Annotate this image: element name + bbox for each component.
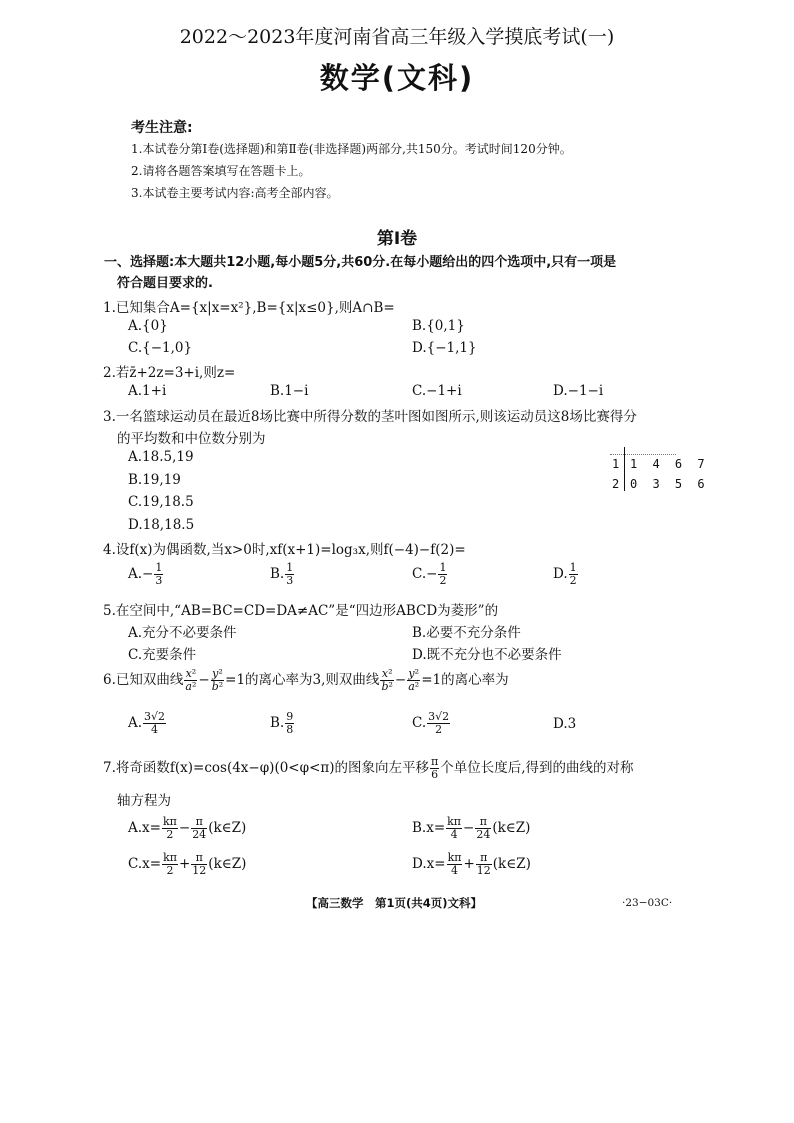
q1-option-a: A.{0}	[128, 318, 168, 334]
option-label: D.	[553, 566, 568, 582]
option-label: C.	[412, 715, 427, 731]
option-fraction	[427, 711, 450, 736]
option-operator: +	[463, 856, 475, 872]
question-4-stem: 4.设f(x)为偶函数,当x>0时,xf(x+1)=log₃x,则f(−4)−f(2)=	[103, 542, 466, 558]
q4-option-d	[553, 562, 579, 587]
option-operator: −	[463, 820, 475, 836]
leaf-values: 0 3 5 6	[630, 477, 709, 491]
fraction-denominator: 3	[155, 574, 163, 587]
option-suffix: (k∈Z)	[492, 820, 531, 836]
question-2-stem: 2.若z̄+2z=3+i,则z=	[103, 365, 236, 381]
option-fraction	[446, 816, 462, 841]
fraction-denominator: 24	[476, 828, 491, 841]
fraction-denominator: 12	[476, 864, 491, 877]
fraction-denominator: 2	[166, 864, 174, 877]
q6-option-a	[128, 711, 167, 736]
q7-option-b	[412, 816, 530, 841]
q3-option-c: C.19,18.5	[128, 494, 194, 510]
q5-option-d: D.既不充分也不必要条件	[412, 647, 562, 663]
fraction-numerator: kπ	[447, 815, 462, 828]
leaf-values: 1 4 6 7	[630, 457, 709, 471]
fraction-numerator: kπ	[162, 815, 177, 828]
fraction-x2-a2: $\frac{\text{x²}}{\text{a²}}$	[185, 667, 197, 693]
option-fraction	[475, 816, 491, 841]
q1-option-d: D.{−1,1}	[412, 340, 477, 356]
q7-stem-part: 7.将奇函数f(x)=cos(4x−φ)(0<φ<π)的图象向左平移	[103, 760, 430, 776]
fraction-denominator: 4	[450, 828, 458, 841]
page-footer: 【高三数学 第1页(共4页)文科】	[306, 896, 483, 910]
fraction-numerator: 3√2	[428, 710, 450, 723]
option-label: A.	[128, 566, 143, 582]
q6-stem-part: 6.已知双曲线	[103, 672, 184, 688]
q7-option-d	[412, 852, 531, 877]
fraction-denominator: 12	[192, 864, 207, 877]
fraction-denominator: 2	[166, 828, 174, 841]
q3-option-d: D.18,18.5	[128, 517, 195, 533]
option-label: A.	[128, 715, 143, 731]
exam-title: 2022～2023年度河南省高三年级入学摸底考试(一)	[179, 26, 615, 48]
option-fraction	[191, 816, 207, 841]
q2-option-b: B.1−i	[270, 383, 309, 399]
option-suffix: (k∈Z)	[492, 856, 531, 872]
option-label: B.	[270, 566, 285, 582]
option-suffix: (k∈Z)	[208, 856, 247, 872]
q6-option-d: D.3	[553, 716, 577, 732]
question-7-stem	[103, 756, 634, 781]
option-fraction	[476, 852, 492, 877]
option-fraction	[191, 852, 207, 877]
q4-option-b	[270, 562, 295, 587]
option-sign: −	[142, 566, 154, 582]
fraction-numerator: π	[475, 816, 491, 829]
fraction-numerator: 3√2	[144, 710, 166, 723]
option-fraction	[285, 711, 294, 736]
q7-option-a	[128, 816, 246, 841]
part-title: 第Ⅰ卷	[376, 229, 418, 249]
option-fraction	[154, 562, 163, 587]
fraction-pi-6: $\frac{\pi}{6}$	[431, 755, 439, 781]
fraction-numerator: 1	[569, 561, 577, 574]
q2-option-d: D.−1−i	[553, 383, 604, 399]
option-suffix: (k∈Z)	[208, 820, 247, 836]
question-7-stem-cont: 轴方程为	[117, 793, 171, 809]
question-6-stem: 6.已知双曲线 $\frac{\text{x²}}{\text{a²}}$ − $\frac{\text{y²}}{\text{b²}}$ =1的离心率为3,则双曲线 $\frac{\text{x²}}{\text{b²}}$ − $\frac{\text{y²}}{\text{a²}}$ =1的离心率为	[103, 667, 509, 693]
option-fraction	[569, 562, 578, 587]
q5-option-c: C.充要条件	[128, 647, 197, 663]
question-3-stem: 3.一名篮球运动员在最近8场比赛中所得分数的茎叶图如图所示,则该运动员这8场比赛得分	[103, 409, 637, 425]
question-5-stem: 5.在空间中,“AB=BC=CD=DA≠AC”是“四边形ABCD为菱形”的	[103, 603, 499, 619]
option-operator: −	[178, 820, 191, 836]
fraction-denominator: 4	[451, 864, 459, 877]
fraction-numerator: π	[476, 852, 492, 865]
q6-option-b	[270, 711, 295, 736]
exam-code: ·23−03C·	[622, 897, 673, 909]
option-prefix: A.x=	[128, 820, 161, 836]
fraction-numerator: 1	[155, 561, 163, 574]
stem-leaf-rule	[610, 454, 676, 455]
option-label: C.	[412, 566, 427, 582]
q3-option-b: B.19,19	[128, 472, 181, 488]
fraction-numerator: 1	[286, 561, 294, 574]
q5-option-a: A.充分不必要条件	[128, 625, 237, 641]
q7-stem-part: 个单位长度后,得到的曲线的对称	[440, 760, 634, 776]
question-3-stem-cont: 的平均数和中位数分别为	[117, 431, 266, 447]
option-operator: +	[178, 856, 191, 872]
option-fraction	[162, 852, 178, 877]
q3-option-a: A.18.5,19	[128, 449, 194, 465]
section-instructions: 一、选择题:本大题共12小题,每小题5分,共60分.在每小题给出的四个选项中,只有一项是	[104, 255, 617, 270]
q4-option-c	[412, 562, 448, 587]
fraction-denominator: 2	[435, 723, 443, 736]
q5-option-b: B.必要不充分条件	[412, 625, 521, 641]
fraction-denominator: 8	[286, 723, 294, 736]
fraction-denominator: 4	[151, 723, 159, 736]
fraction-denominator: 2	[569, 574, 577, 587]
option-fraction	[438, 562, 447, 587]
stem-leaf-row	[612, 457, 709, 471]
option-fraction	[143, 711, 166, 736]
option-fraction	[285, 562, 294, 587]
q1-option-c: C.{−1,0}	[128, 340, 193, 356]
option-fraction	[162, 816, 178, 841]
option-fraction	[447, 852, 463, 877]
option-prefix: C.x=	[128, 856, 162, 872]
question-1-stem: 1.已知集合A={x|x=x²},B={x|x≤0},则A∩B=	[103, 300, 395, 316]
fraction-y2-b2: $\frac{\text{y²}}{\text{b²}}$	[211, 667, 224, 693]
fraction-numerator: π	[191, 816, 207, 829]
option-label: B.	[270, 715, 285, 731]
q2-option-a: A.1+i	[128, 383, 167, 399]
notice-item: 1.本试卷分第Ⅰ卷(选择题)和第Ⅱ卷(非选择题)两部分,共150分。考试时间120分钟。	[131, 142, 572, 156]
q1-option-b: B.{0,1}	[412, 318, 465, 334]
fraction-numerator: 9	[286, 710, 294, 723]
q2-option-c: C.−1+i	[412, 383, 462, 399]
notice-heading: 考生注意:	[131, 120, 193, 136]
fraction-denominator: 24	[192, 828, 207, 841]
fraction-numerator: 1	[439, 561, 447, 574]
stem-value: 1	[612, 457, 620, 471]
notice-item: 3.本试卷主要考试内容:高考全部内容。	[131, 186, 339, 200]
q4-option-a	[128, 562, 164, 587]
fraction-x2-b2: $\frac{\text{x²}}{\text{b²}}$	[381, 667, 393, 693]
fraction-numerator: kπ	[163, 851, 177, 864]
notice-item: 2.请将各题答案填写在答题卡上。	[131, 164, 311, 178]
subject-title: 数学(文科)	[319, 61, 475, 95]
q6-option-c	[412, 711, 451, 736]
fraction-numerator: π	[191, 852, 207, 865]
option-prefix: B.x=	[412, 820, 446, 836]
q6-stem-part: =1的离心率为3,则双曲线	[225, 672, 380, 688]
fraction-denominator: 3	[286, 574, 294, 587]
q6-stem-part: =1的离心率为	[421, 672, 509, 688]
option-sign: −	[426, 566, 438, 582]
stem-leaf-row	[612, 477, 709, 491]
fraction-numerator: kπ	[447, 851, 462, 864]
q7-option-c	[128, 852, 246, 877]
option-prefix: D.x=	[412, 856, 446, 872]
stem-value: 2	[612, 477, 620, 491]
fraction-y2-a2: $\frac{\text{y²}}{\text{a²}}$	[408, 667, 420, 693]
fraction-denominator: 2	[439, 574, 447, 587]
section-instructions-cont: 符合题目要求的.	[117, 276, 213, 291]
